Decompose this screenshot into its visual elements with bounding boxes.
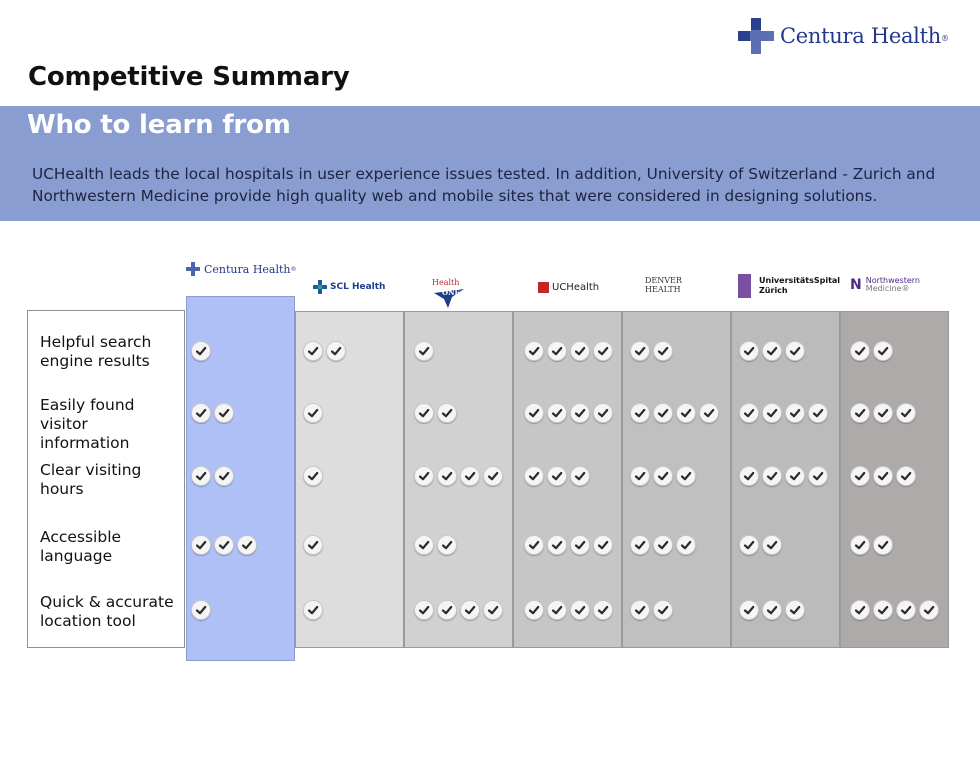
check-icon <box>653 535 673 555</box>
check-icon <box>808 466 828 486</box>
check-icon <box>896 466 916 486</box>
score-checks <box>191 466 234 486</box>
check-icon <box>653 466 673 486</box>
check-icon <box>785 600 805 620</box>
check-icon <box>214 466 234 486</box>
check-icon <box>437 403 457 423</box>
check-icon <box>850 341 870 361</box>
check-icon <box>414 600 434 620</box>
score-checks <box>303 535 323 555</box>
score-checks <box>739 600 805 620</box>
score-checks <box>191 600 211 620</box>
score-checks <box>630 341 673 361</box>
brand-name: Centura Health® <box>780 24 949 48</box>
uchealth-mark-icon <box>538 282 549 293</box>
score-checks <box>739 341 805 361</box>
score-checks <box>739 466 828 486</box>
score-checks <box>524 466 590 486</box>
check-icon <box>437 466 457 486</box>
score-checks <box>850 600 939 620</box>
cross-logo-icon <box>738 18 774 54</box>
check-icon <box>762 535 782 555</box>
header-denver-health: DENVER HEALTH <box>645 276 682 294</box>
check-icon <box>191 403 211 423</box>
summary-banner <box>0 106 980 221</box>
check-icon <box>762 403 782 423</box>
check-icon <box>896 403 916 423</box>
check-icon <box>524 403 544 423</box>
check-icon <box>524 341 544 361</box>
score-checks <box>303 403 323 423</box>
northwestern-n-icon: N <box>850 277 862 293</box>
score-checks <box>303 466 323 486</box>
check-icon <box>414 403 434 423</box>
score-checks <box>414 535 457 555</box>
score-checks <box>414 466 503 486</box>
check-icon <box>303 341 323 361</box>
check-icon <box>237 535 257 555</box>
check-icon <box>699 403 719 423</box>
check-icon <box>653 403 673 423</box>
score-checks <box>303 341 346 361</box>
check-icon <box>630 466 650 486</box>
check-icon <box>630 403 650 423</box>
check-icon <box>630 535 650 555</box>
check-icon <box>850 466 870 486</box>
check-icon <box>547 535 567 555</box>
check-icon <box>739 535 759 555</box>
score-checks <box>414 403 457 423</box>
check-icon <box>785 341 805 361</box>
score-checks <box>303 600 323 620</box>
check-icon <box>414 535 434 555</box>
criterion-label: Helpful search engine results <box>40 333 152 370</box>
check-icon <box>873 535 893 555</box>
check-icon <box>593 403 613 423</box>
check-icon <box>547 341 567 361</box>
score-checks <box>850 466 916 486</box>
score-checks <box>630 535 696 555</box>
check-icon <box>547 403 567 423</box>
check-icon <box>785 403 805 423</box>
check-icon <box>630 600 650 620</box>
check-icon <box>437 535 457 555</box>
criterion-label: Clear visiting hours <box>40 461 142 498</box>
score-checks <box>524 403 613 423</box>
check-icon <box>414 466 434 486</box>
check-icon <box>762 600 782 620</box>
check-icon <box>191 600 211 620</box>
centura-health-logo <box>738 18 949 54</box>
check-icon <box>762 341 782 361</box>
check-icon <box>524 600 544 620</box>
score-checks <box>524 341 613 361</box>
check-icon <box>483 466 503 486</box>
banner-heading: Who to learn from <box>27 110 291 140</box>
header-unispital-zurich: UniversitätsSpital Zürich <box>738 274 840 298</box>
check-icon <box>850 535 870 555</box>
check-icon <box>676 466 696 486</box>
criterion-label: Accessible language <box>40 528 122 565</box>
check-icon <box>593 341 613 361</box>
score-checks <box>414 600 503 620</box>
check-icon <box>326 341 346 361</box>
check-icon <box>630 341 650 361</box>
check-icon <box>214 535 234 555</box>
check-icon <box>593 535 613 555</box>
check-icon <box>524 535 544 555</box>
check-icon <box>739 600 759 620</box>
scl-cross-icon <box>313 280 327 294</box>
check-icon <box>873 403 893 423</box>
check-icon <box>460 600 480 620</box>
check-icon <box>676 535 696 555</box>
check-icon <box>437 600 457 620</box>
score-checks <box>630 466 696 486</box>
header-uchealth: UCHealth <box>538 282 599 293</box>
check-icon <box>570 535 590 555</box>
check-icon <box>570 600 590 620</box>
check-icon <box>524 466 544 486</box>
check-icon <box>873 600 893 620</box>
score-checks <box>630 403 719 423</box>
score-checks <box>524 535 613 555</box>
score-checks <box>630 600 673 620</box>
banner-text: UCHealth leads the local hospitals in user experience issues tested. In addition, University of Switzerland - Zurich and Northwestern Medicine provide high quality web and mobile sites that were considered in designing solutions. <box>32 165 936 205</box>
check-icon <box>303 466 323 486</box>
header-scl-health: SCL Health <box>313 280 385 294</box>
score-checks <box>850 403 916 423</box>
check-icon <box>570 403 590 423</box>
score-checks <box>191 535 257 555</box>
check-icon <box>850 600 870 620</box>
check-icon <box>303 403 323 423</box>
check-icon <box>547 600 567 620</box>
check-icon <box>214 403 234 423</box>
check-icon <box>653 600 673 620</box>
score-checks <box>414 341 434 361</box>
check-icon <box>570 341 590 361</box>
check-icon <box>739 403 759 423</box>
criterion-label: Quick & accurate location tool <box>40 593 174 630</box>
score-checks <box>739 535 782 555</box>
check-icon <box>873 341 893 361</box>
check-icon <box>570 466 590 486</box>
score-checks <box>191 403 234 423</box>
check-icon <box>460 466 480 486</box>
unispital-mark-icon <box>738 274 751 298</box>
check-icon <box>873 466 893 486</box>
check-icon <box>676 403 696 423</box>
check-icon <box>896 600 916 620</box>
score-checks <box>850 341 893 361</box>
score-checks <box>850 535 893 555</box>
cross-logo-icon <box>186 262 200 276</box>
check-icon <box>739 466 759 486</box>
check-icon <box>653 341 673 361</box>
check-icon <box>808 403 828 423</box>
header-health-one: Health ONE <box>432 278 466 309</box>
check-icon <box>414 341 434 361</box>
criteria-list <box>27 310 185 648</box>
score-checks <box>739 403 828 423</box>
check-icon <box>785 466 805 486</box>
check-icon <box>191 341 211 361</box>
check-icon <box>919 600 939 620</box>
check-icon <box>191 466 211 486</box>
check-icon <box>303 535 323 555</box>
check-icon <box>191 535 211 555</box>
score-checks <box>524 600 613 620</box>
check-icon <box>303 600 323 620</box>
check-icon <box>547 466 567 486</box>
page-title: Competitive Summary <box>28 62 350 92</box>
criterion-label: Easily found visitor information <box>40 396 135 452</box>
check-icon <box>739 341 759 361</box>
score-checks <box>191 341 211 361</box>
check-icon <box>850 403 870 423</box>
header-northwestern-medicine: N Northwestern Medicine® <box>850 276 921 293</box>
check-icon <box>593 600 613 620</box>
check-icon <box>762 466 782 486</box>
check-icon <box>483 600 503 620</box>
header-centura-health: Centura Health ® <box>186 262 297 276</box>
